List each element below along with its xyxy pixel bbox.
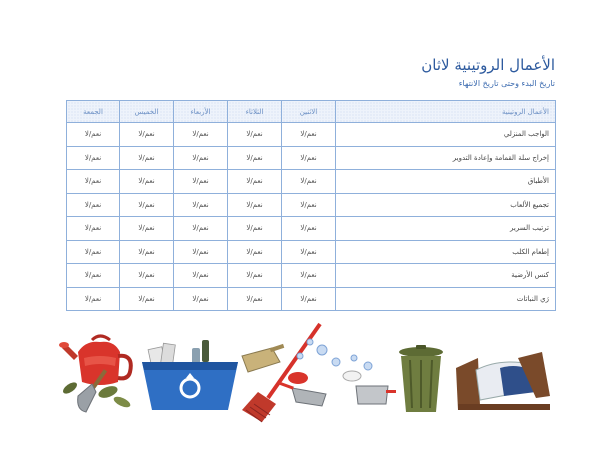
yes-no-cell[interactable]: نعم/لا bbox=[120, 217, 174, 241]
yes-no-cell[interactable]: نعم/لا bbox=[282, 264, 336, 288]
yes-no-cell[interactable]: نعم/لا bbox=[228, 264, 282, 288]
chores-illustration bbox=[0, 318, 600, 428]
yes-no-cell[interactable]: نعم/لا bbox=[228, 287, 282, 311]
trash-can-icon bbox=[399, 345, 443, 412]
yes-no-cell[interactable]: نعم/لا bbox=[282, 217, 336, 241]
broom-icon bbox=[242, 324, 320, 422]
yes-no-cell[interactable]: نعم/لا bbox=[120, 146, 174, 170]
table-body bbox=[67, 123, 556, 311]
chore-name-cell: رَي النباتات bbox=[336, 287, 556, 311]
dustpan-icon bbox=[242, 344, 284, 372]
soap-bubbles-icon bbox=[297, 339, 372, 370]
chore-name-cell: إخراج سلة القمامة وإعادة التدوير bbox=[336, 146, 556, 170]
yes-no-cell[interactable]: نعم/لا bbox=[120, 240, 174, 264]
yes-no-cell[interactable]: نعم/لا bbox=[67, 240, 120, 264]
yes-no-cell[interactable]: نعم/لا bbox=[282, 170, 336, 194]
yes-no-cell[interactable]: نعم/لا bbox=[174, 240, 228, 264]
yes-no-cell[interactable]: نعم/لا bbox=[67, 170, 120, 194]
table-row bbox=[67, 264, 556, 288]
yes-no-cell[interactable]: نعم/لا bbox=[174, 170, 228, 194]
yes-no-cell[interactable]: نعم/لا bbox=[174, 146, 228, 170]
yes-no-cell[interactable]: نعم/لا bbox=[282, 287, 336, 311]
yes-no-cell[interactable]: نعم/لا bbox=[120, 170, 174, 194]
column-header: الاثنين bbox=[282, 101, 336, 123]
recycle-bin-icon bbox=[142, 340, 238, 410]
yes-no-cell[interactable]: نعم/لا bbox=[120, 193, 174, 217]
dishes-icon bbox=[278, 371, 396, 406]
yes-no-cell[interactable]: نعم/لا bbox=[228, 240, 282, 264]
yes-no-cell[interactable]: نعم/لا bbox=[67, 123, 120, 147]
yes-no-cell[interactable]: نعم/لا bbox=[67, 287, 120, 311]
chore-name-cell: ترتيب السرير bbox=[336, 217, 556, 241]
yes-no-cell[interactable]: نعم/لا bbox=[228, 170, 282, 194]
chore-name-cell: الواجب المنزلي bbox=[336, 123, 556, 147]
column-header: الأعمال الروتينية bbox=[336, 101, 556, 123]
yes-no-cell[interactable]: نعم/لا bbox=[174, 264, 228, 288]
yes-no-cell[interactable]: نعم/لا bbox=[174, 193, 228, 217]
yes-no-cell[interactable]: نعم/لا bbox=[174, 287, 228, 311]
yes-no-cell[interactable]: نعم/لا bbox=[282, 123, 336, 147]
yes-no-cell[interactable]: نعم/لا bbox=[67, 217, 120, 241]
table-row bbox=[67, 123, 556, 147]
yes-no-cell[interactable]: نعم/لا bbox=[67, 193, 120, 217]
chore-name-cell: الأطباق bbox=[336, 170, 556, 194]
table-header bbox=[67, 101, 556, 123]
chore-name-cell: تجميع الألعاب bbox=[336, 193, 556, 217]
yes-no-cell[interactable]: نعم/لا bbox=[228, 123, 282, 147]
yes-no-cell[interactable]: نعم/لا bbox=[228, 217, 282, 241]
yes-no-cell[interactable]: نعم/لا bbox=[67, 146, 120, 170]
yes-no-cell[interactable]: نعم/لا bbox=[228, 146, 282, 170]
yes-no-cell[interactable]: نعم/لا bbox=[174, 217, 228, 241]
unmade-bed-icon bbox=[456, 352, 550, 410]
column-header: الثلاثاء bbox=[228, 101, 282, 123]
table-row bbox=[67, 170, 556, 194]
table-row bbox=[67, 287, 556, 311]
table-row bbox=[67, 193, 556, 217]
table-row bbox=[67, 146, 556, 170]
chore-name-cell: إطعام الكلب bbox=[336, 240, 556, 264]
column-header: الأربعاء bbox=[174, 101, 228, 123]
yes-no-cell[interactable]: نعم/لا bbox=[282, 193, 336, 217]
yes-no-cell[interactable]: نعم/لا bbox=[120, 123, 174, 147]
yes-no-cell[interactable]: نعم/لا bbox=[282, 240, 336, 264]
chores-table bbox=[66, 100, 556, 311]
column-header: الخميس bbox=[120, 101, 174, 123]
column-header: الجمعة bbox=[67, 101, 120, 123]
table-row bbox=[67, 217, 556, 241]
yes-no-cell[interactable]: نعم/لا bbox=[228, 193, 282, 217]
date-range-subtitle: تاريخ البدء وحتى تاريخ الانتهاء bbox=[458, 79, 555, 88]
chore-name-cell: كنس الأرضية bbox=[336, 264, 556, 288]
table-row bbox=[67, 240, 556, 264]
yes-no-cell[interactable]: نعم/لا bbox=[174, 123, 228, 147]
yes-no-cell[interactable]: نعم/لا bbox=[282, 146, 336, 170]
page-title: الأعمال الروتينية لاثان bbox=[421, 56, 555, 74]
yes-no-cell[interactable]: نعم/لا bbox=[120, 264, 174, 288]
watering-can-icon bbox=[59, 336, 131, 385]
yes-no-cell[interactable]: نعم/لا bbox=[67, 264, 120, 288]
yes-no-cell[interactable]: نعم/لا bbox=[120, 287, 174, 311]
